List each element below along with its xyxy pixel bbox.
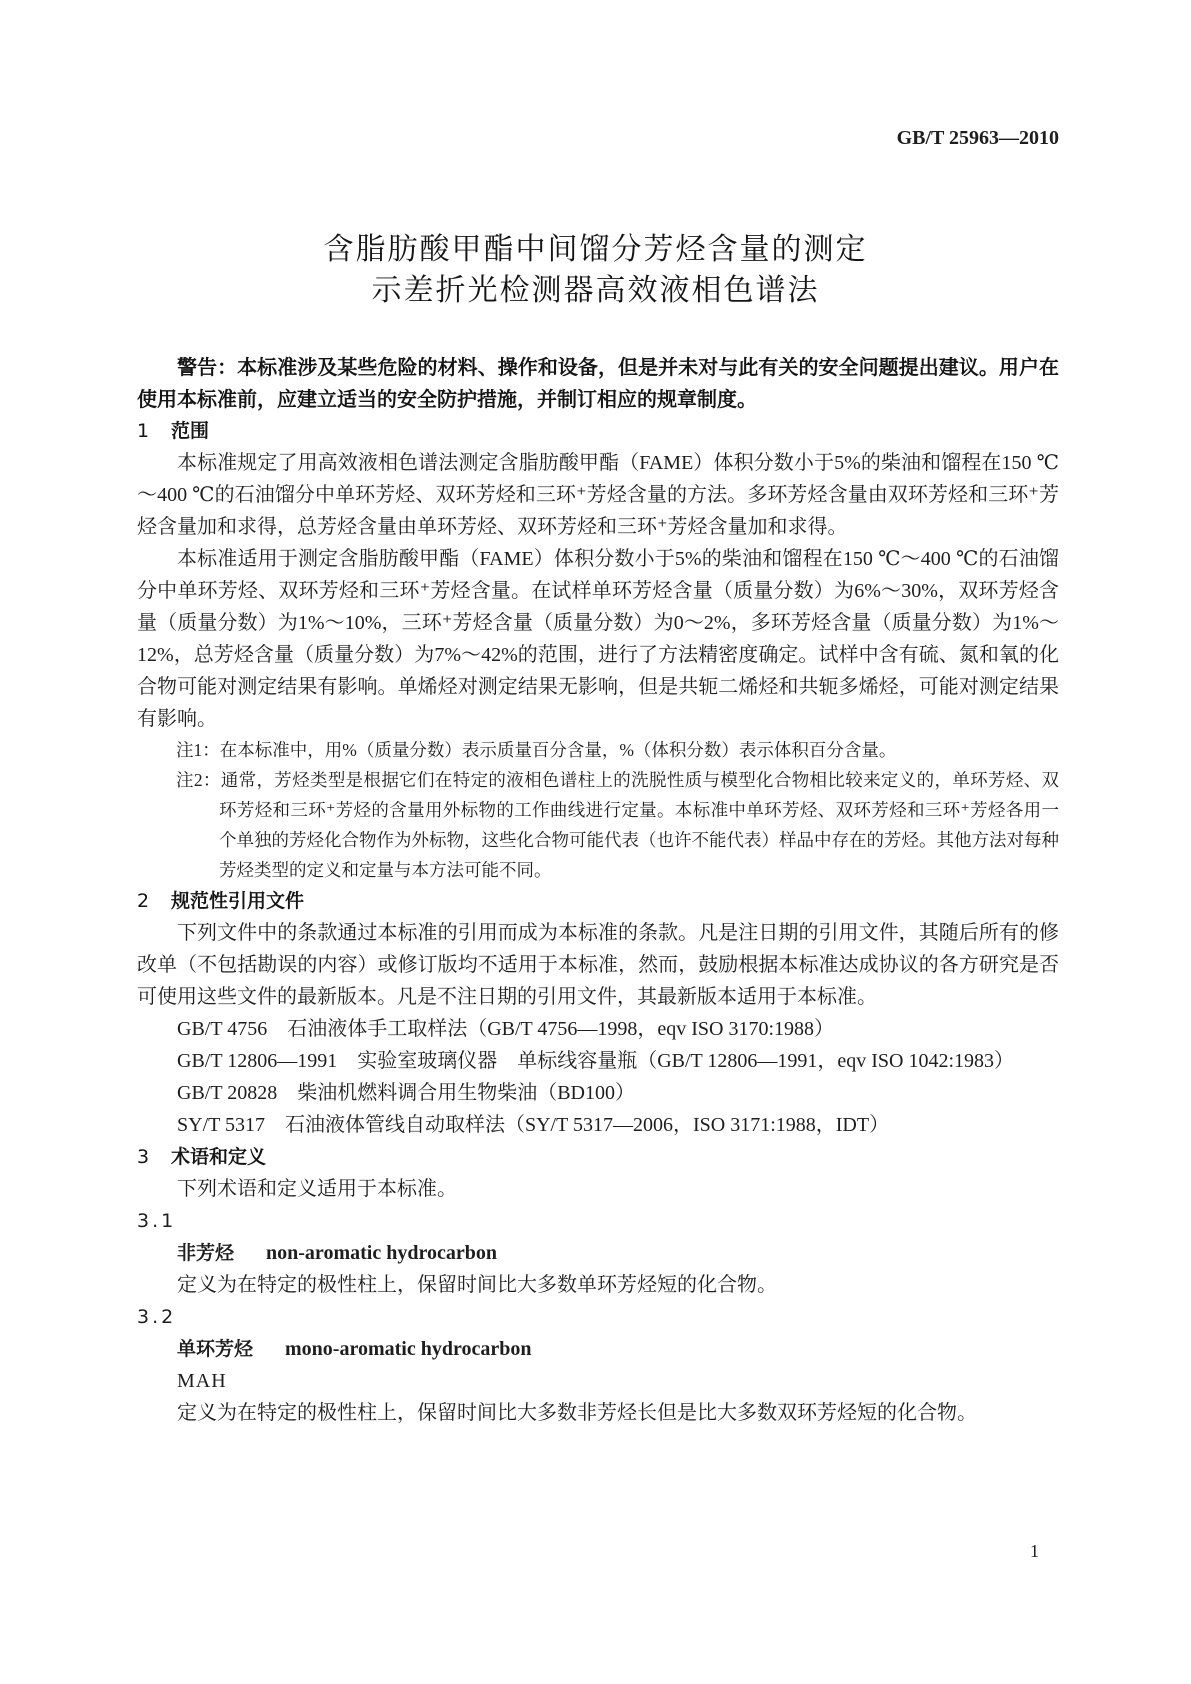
page-number: 1 (1030, 1541, 1039, 1561)
note (137, 765, 1059, 885)
section-title: 规范性引用文件 (171, 890, 305, 912)
section-title: 范围 (171, 420, 210, 442)
term-abbreviation: MAH (177, 1370, 227, 1392)
term-name (137, 1237, 1059, 1269)
reference-code: GB/T 20828 (177, 1082, 278, 1104)
term-definition: 定义为在特定的极性柱上，保留时间比大多数单环芳烃短的化合物。 (177, 1274, 777, 1296)
section-heading (137, 1141, 1059, 1173)
section-heading (137, 415, 1059, 447)
section-heading (137, 885, 1059, 917)
reference-code: GB/T 4756 (177, 1018, 268, 1040)
term-entry (137, 1301, 1059, 1429)
term-english: mono-aromatic hydrocarbon (285, 1338, 532, 1360)
reference-code: SY/T 5317 (177, 1114, 265, 1136)
note-text: 在本标准中，用%（质量分数）表示质量百分含量，%（体积分数）表示体积百分含量。 (219, 740, 897, 760)
term-chinese: 非芳烃 (177, 1242, 235, 1264)
note-label: 注1： (176, 740, 220, 760)
section-terms-definitions (137, 1141, 1059, 1429)
section-normative-references (137, 885, 1059, 1141)
reference-title: 石油液体手工取样法（GB/T 4756—1998，eqv ISO 3170:1988） (287, 1018, 835, 1040)
term-definition: 定义为在特定的极性柱上，保留时间比大多数非芳烃长但是比大多数双环芳烃短的化合物。 (177, 1402, 977, 1424)
section-number: 1 (137, 420, 150, 442)
reference-item (137, 1045, 1059, 1077)
scope-paragraph: 本标准规定了用高效液相色谱法测定含脂肪酸甲酯（FAME）体积分数小于5%的柴油和馏程在150 ℃～400 ℃的石油馏分中单环芳烃、双环芳烃和三环⁺芳烃含量的方法。多环芳烃含量由双环芳烃和三环⁺芳烃含量加和求得，总芳烃含量由单环芳烃、双环芳烃和三环⁺芳烃含量加和求得。 (137, 452, 1059, 538)
reference-item (137, 1013, 1059, 1045)
reference-code: GB/T 12806—1991 (177, 1050, 338, 1072)
section-number: 2 (137, 890, 150, 912)
reference-title: 柴油机燃料调合用生物柴油（BD100） (297, 1082, 635, 1104)
reference-title: 实验室玻璃仪器 单标线容量瓶（GB/T 12806—1991，eqv ISO 1042:1983） (357, 1050, 1015, 1072)
term-chinese: 单环芳烃 (177, 1338, 254, 1360)
note-label: 注2： (176, 770, 221, 790)
term-number: 3.1 (137, 1210, 177, 1232)
section-scope (137, 415, 1059, 885)
reference-item (137, 1077, 1059, 1109)
title-line-2: 示差折光检测器高效液相色谱法 (371, 273, 820, 308)
references-intro: 下列文件中的条款通过本标准的引用而成为本标准的条款。凡是注日期的引用文件，其随后所有的修改单（不包括勘误的内容）或修订版均不适用于本标准，然而，鼓励根据本标准达成协议的各方研究是否可使用这些文件的最新版本。凡是不注日期的引用文件，其最新版本适用于本标准。 (137, 922, 1059, 1008)
term-entry (137, 1205, 1059, 1301)
standard-code: GB/T 25963—2010 (896, 127, 1059, 149)
warning-statement: 警告：本标准涉及某些危险的材料、操作和设备，但是并未对与此有关的安全问题提出建议。用户在使用本标准前，应建立适当的安全防护措施，并制订相应的规章制度。 (137, 355, 1059, 411)
note-text: 通常，芳烃类型是根据它们在特定的液相色谱柱上的洗脱性质与模型化合物相比较来定义的，单环芳烃、双环芳烃和三环⁺芳烃的含量用外标物的工作曲线进行定量。本标准中单环芳烃、双环芳烃和三环⁺芳烃各用一个单独的芳烃化合物作为外标物，这些化合物可能代表（也许不能代表）样品中存在的芳烃。其他方法对每种芳烃类型的定义和定量与本方法可能不同。 (219, 770, 1060, 880)
title-line-1: 含脂肪酸甲酯中间馏分芳烃含量的测定 (323, 232, 868, 267)
section-number: 3 (137, 1146, 150, 1168)
reference-item (137, 1109, 1059, 1141)
term-name (137, 1333, 1059, 1365)
scope-paragraph: 本标准适用于测定含脂肪酸甲酯（FAME）体积分数小于5%的柴油和馏程在150 ℃～400 ℃的石油馏分中单环芳烃、双环芳烃和三环⁺芳烃含量。在试样单环芳烃含量（质量分数）为6%～30%，双环芳烃含量（质量分数）为1%～10%，三环⁺芳烃含量（质量分数）为0～2%，多环芳烃含量（质量分数）为1%～12%，总芳烃含量（质量分数）为7%～42%的范围，进行了方法精密度确定。试样中含有硫、氮和氧的化合物可能对测定结果有影响。单烯烃对测定结果无影响，但是共轭二烯烃和共轭多烯烃，可能对测定结果有影响。 (137, 548, 1059, 730)
term-english: non-aromatic hydrocarbon (266, 1242, 497, 1264)
reference-title: 石油液体管线自动取样法（SY/T 5317—2006，ISO 3171:1988，IDT） (284, 1114, 890, 1136)
terms-intro: 下列术语和定义适用于本标准。 (177, 1178, 457, 1200)
document-body (137, 351, 1059, 1429)
note (137, 735, 1059, 765)
section-title: 术语和定义 (171, 1146, 267, 1168)
term-number: 3.2 (137, 1306, 177, 1328)
document-title (0, 229, 1191, 311)
